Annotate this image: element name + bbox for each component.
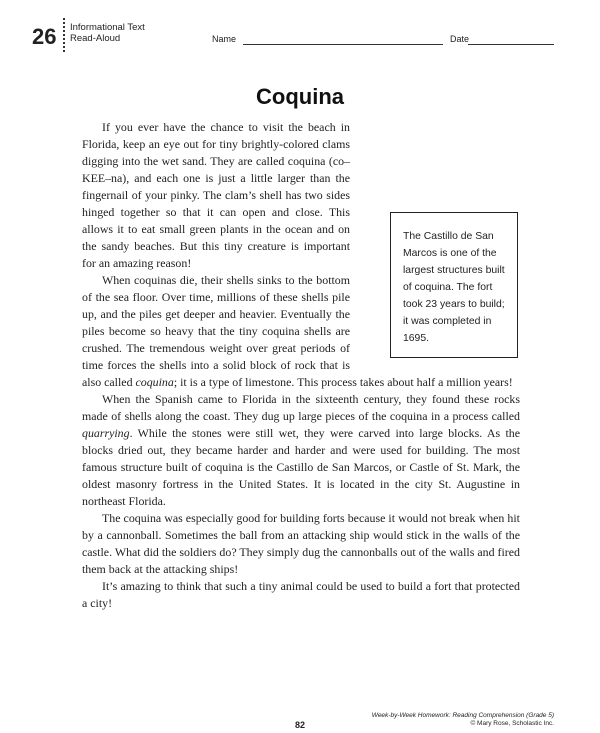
page-title: Coquina — [256, 84, 344, 109]
page-number: 82 — [294, 720, 305, 730]
paragraph — [82, 510, 520, 578]
text-run: If you ever have the chance to visit the beach in Florida, keep an eye out for tiny brightly-colored clams digging into the wet sand. They are called coquina (co–KEE–na), and each one is just a little larger than the fingernail of your pinky. The clam’s shell has two sides hinged together so that it can open and close. This allows it to eat small green plants in the ocean and on the sandy beaches. But this tiny creature is important for an amazing reason! — [82, 120, 350, 270]
lesson-number: 26 — [32, 24, 57, 49]
text-run: The coquina was especially good for building forts because it would not break when hit by a cannonball. Sometimes the ball from an attacking ship would stick in the walls of the castle. What did the soldiers do? They simply dug the cannonballs out of the walls and fired them back at the attacking ships! — [82, 511, 520, 576]
text-run: . While the stones were still wet, they were carved into large blocks. As the blocks dried out, they became harder and harder and were used for building. The most famous structure built of coquina is the Castillo de San Marcos, or Castle of St. Mark, the oldest masonry fortress in the United States. It is located in the city St. Augustine in northeast Florida. — [82, 426, 520, 508]
paragraph — [82, 578, 520, 612]
credit-line1: Week-by-Week Homework: Reading Comprehension (Grade 5) — [371, 712, 554, 719]
lesson-type-line2: Read-Aloud — [70, 33, 121, 44]
lesson-type — [70, 22, 145, 44]
text-run: ; it is a type of limestone. This process takes about half a million years! — [173, 375, 513, 389]
name-label: Name — [212, 34, 237, 44]
text-run: When the Spanish came to Florida in the sixteenth century, they found these rocks made of shells along the coast. They dug up large pieces of the coquina in a process called — [82, 392, 520, 423]
paragraph — [82, 391, 520, 510]
article-body — [82, 119, 520, 612]
name-field[interactable] — [243, 44, 443, 45]
copyright-credit — [372, 712, 554, 728]
italic-term: quarrying — [82, 426, 130, 440]
credit-line2: © Mary Rose, Scholastic Inc. — [470, 720, 554, 727]
fact-sidebar: The Castillo de San Marcos is one of the largest structures built of coquina. The fort took 23 years to build; it was completed in 1695. — [390, 212, 518, 358]
text-run: It’s amazing to think that such a tiny animal could be used to build a fort that protected a city! — [82, 579, 520, 610]
text-run: When coquinas die, their shells sinks to the bottom of the sea floor. Over time, millions of these shells pile up, and the piles get deeper and heavier. Eventually the piles become so heavy that the tiny coquina shells are crushed. The tremendous weight over great periods of time forces the shells into a solid block of rock that is also called — [82, 273, 350, 389]
lesson-type-line1: Informational Text — [70, 22, 145, 33]
date-field[interactable] — [468, 44, 554, 45]
italic-term: coquina — [135, 375, 174, 389]
dotted-divider — [63, 18, 65, 52]
date-label: Date — [450, 34, 470, 44]
